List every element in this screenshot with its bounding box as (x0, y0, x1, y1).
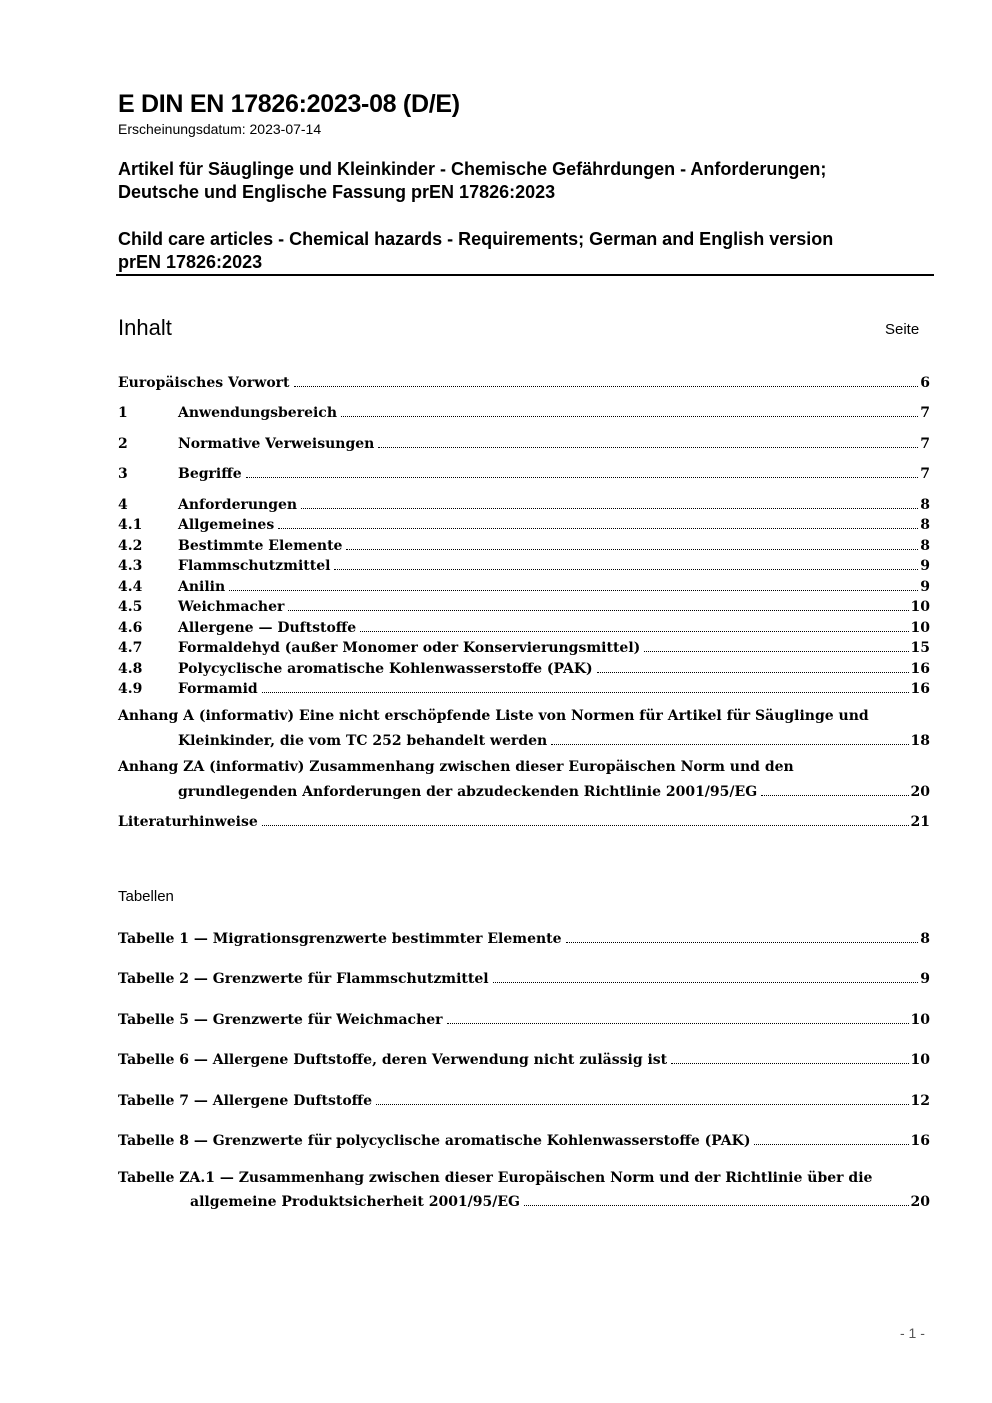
dot-leader (262, 825, 909, 826)
annex-a-line-1[interactable]: Anhang A (informativ) Eine nicht erschöpfende Liste von Normen für Artikel für Säuglinge und (118, 708, 869, 724)
toc-entry-2[interactable] (118, 432, 930, 452)
toc-label: Allgemeines (178, 517, 275, 533)
table-page: 10 (910, 1012, 930, 1028)
dot-leader (278, 528, 918, 529)
table-label: allgemeine Produktsicherheit 2001/95/EG (190, 1194, 521, 1210)
contents-heading: Inhalt (118, 315, 172, 340)
table-page: 10 (910, 1052, 930, 1068)
dot-leader (524, 1205, 909, 1206)
toc-entry-4-2[interactable] (118, 534, 930, 554)
page-column-heading: Seite (885, 321, 920, 338)
toc-page: 10 (910, 599, 930, 615)
dot-leader (288, 610, 908, 611)
toc-number: 4.1 (118, 517, 143, 533)
toc-number: 4.9 (118, 681, 143, 697)
toc-label: Anilin (178, 579, 226, 595)
toc-label: Bestimmte Elemente (178, 538, 343, 554)
table-label: Tabelle 2 — Grenzwerte für Flammschutzmittel (118, 971, 489, 987)
dot-leader (346, 549, 918, 550)
page-number: - 1 - (900, 1325, 925, 1341)
toc-label: Flammschutzmittel (178, 558, 331, 574)
dot-leader (597, 672, 909, 673)
toc-page: 7 (920, 405, 930, 421)
toc-page: 7 (920, 436, 930, 452)
table-entry-8[interactable] (118, 1129, 930, 1149)
table-page: 16 (910, 1133, 930, 1149)
dot-leader (294, 386, 919, 387)
table-label: Tabelle 7 — Allergene Duftstoffe (118, 1093, 373, 1109)
toc-number: 4.8 (118, 661, 143, 677)
toc-page: 10 (910, 620, 930, 636)
dot-leader (246, 477, 919, 478)
toc-label: Kleinkinder, die vom TC 252 behandelt werden (178, 733, 548, 749)
table-za1-line-1[interactable]: Tabelle ZA.1 — Zusammenhang zwischen dieser Europäischen Norm und der Richtlinie über die (118, 1170, 873, 1186)
table-entry-7[interactable] (118, 1089, 930, 1109)
table-page: 8 (920, 931, 930, 947)
annex-za-entry[interactable] (178, 780, 930, 800)
toc-page: 8 (920, 497, 930, 513)
toc-entry-1[interactable] (118, 401, 930, 421)
toc-number: 1 (118, 405, 128, 421)
dot-leader (334, 569, 918, 570)
toc-entry-4-7[interactable] (118, 636, 930, 656)
table-label: Tabelle 6 — Allergene Duftstoffe, deren Verwendung nicht zulässig ist (118, 1052, 668, 1068)
toc-number: 4.6 (118, 620, 143, 636)
toc-label: Normative Verweisungen (178, 436, 375, 452)
dot-leader (376, 1104, 908, 1105)
dot-leader (229, 590, 918, 591)
dot-leader (566, 942, 919, 943)
dot-leader (671, 1063, 908, 1064)
dot-leader (644, 651, 908, 652)
dot-leader (378, 447, 918, 448)
toc-label: Anforderungen (178, 497, 298, 513)
toc-label: Europäisches Vorwort (118, 375, 290, 391)
toc-label: Anwendungsbereich (178, 405, 337, 421)
table-entry-5[interactable] (118, 1008, 930, 1028)
table-entry-6[interactable] (118, 1048, 930, 1068)
toc-page: 6 (920, 375, 930, 391)
title-german (118, 158, 938, 204)
dot-leader (754, 1144, 908, 1145)
toc-page: 9 (920, 579, 930, 595)
toc-label: Literaturhinweise (118, 814, 258, 830)
toc-entry-4[interactable] (118, 493, 930, 513)
toc-page: 15 (910, 640, 930, 656)
toc-number: 4.7 (118, 640, 143, 656)
toc-page: 16 (910, 681, 930, 697)
table-page: 9 (920, 971, 930, 987)
toc-page: 8 (920, 538, 930, 554)
toc-label: Begriffe (178, 466, 242, 482)
title-german-line-2: Deutsche und Englische Fassung prEN 17826:2023 (118, 182, 556, 202)
toc-entry-4-5[interactable] (118, 595, 930, 615)
title-english (118, 228, 938, 274)
table-entry-za1[interactable] (190, 1190, 930, 1210)
toc-number: 3 (118, 466, 128, 482)
issue-date: Erscheinungsdatum: 2023-07-14 (118, 121, 322, 137)
toc-number: 4.4 (118, 579, 143, 595)
toc-page: 7 (920, 466, 930, 482)
dot-leader (360, 631, 908, 632)
dot-leader (551, 744, 908, 745)
toc-label: grundlegenden Anforderungen der abzudeckenden Richtlinie 2001/95/EG (178, 784, 758, 800)
toc-entry-4-8[interactable] (118, 657, 930, 677)
toc-label: Formaldehyd (außer Monomer oder Konservierungsmittel) (178, 640, 641, 656)
toc-entry-4-4[interactable] (118, 575, 930, 595)
table-page: 12 (910, 1093, 930, 1109)
title-german-line-1: Artikel für Säuglinge und Kleinkinder - Chemische Gefährdungen - Anforderungen; (118, 159, 827, 179)
dot-leader (761, 795, 908, 796)
toc-entry-4-1[interactable] (118, 513, 930, 533)
toc-entry-4-6[interactable] (118, 616, 930, 636)
toc-number: 4.3 (118, 558, 143, 574)
toc-number: 4.2 (118, 538, 143, 554)
toc-label: Allergene — Duftstoffe (178, 620, 357, 636)
toc-number: 4.5 (118, 599, 143, 615)
toc-number: 2 (118, 436, 128, 452)
header-rule (116, 274, 934, 276)
toc-page: 18 (910, 733, 930, 749)
toc-label: Formamid (178, 681, 258, 697)
tables-heading: Tabellen (118, 888, 174, 905)
toc-page: 20 (910, 784, 930, 800)
toc-entry-bibliography[interactable] (118, 810, 930, 830)
table-label: Tabelle 8 — Grenzwerte für polycyclische aromatische Kohlenwasserstoffe (PAK) (118, 1133, 751, 1149)
toc-number: 4 (118, 497, 128, 513)
table-entry-1[interactable] (118, 927, 930, 947)
table-page: 20 (910, 1194, 930, 1210)
toc-label: Weichmacher (178, 599, 285, 615)
toc-entry-3[interactable] (118, 462, 930, 482)
annex-za-line-1[interactable]: Anhang ZA (informativ) Zusammenhang zwischen dieser Europäischen Norm und den (118, 759, 794, 775)
dot-leader (341, 416, 918, 417)
table-label: Tabelle 1 — Migrationsgrenzwerte bestimmter Elemente (118, 931, 562, 947)
table-label: Tabelle 5 — Grenzwerte für Weichmacher (118, 1012, 443, 1028)
toc-page: 21 (910, 814, 930, 830)
annex-a-entry[interactable] (178, 729, 930, 749)
dot-leader (301, 508, 918, 509)
table-entry-2[interactable] (118, 967, 930, 987)
dot-leader (447, 1023, 909, 1024)
dot-leader (493, 982, 919, 983)
toc-label: Polycyclische aromatische Kohlenwasserstoffe (PAK) (178, 661, 593, 677)
title-english-line-1: Child care articles - Chemical hazards - Requirements; German and English version (118, 229, 834, 249)
toc-entry-4-9[interactable] (118, 677, 930, 697)
title-english-line-2: prEN 17826:2023 (118, 252, 263, 272)
toc-entry-foreword[interactable] (118, 371, 930, 391)
toc-page: 8 (920, 517, 930, 533)
toc-page: 16 (910, 661, 930, 677)
toc-page: 9 (920, 558, 930, 574)
document-number: E DIN EN 17826:2023-08 (D/E) (118, 90, 460, 118)
dot-leader (262, 692, 909, 693)
toc-entry-4-3[interactable] (118, 554, 930, 574)
